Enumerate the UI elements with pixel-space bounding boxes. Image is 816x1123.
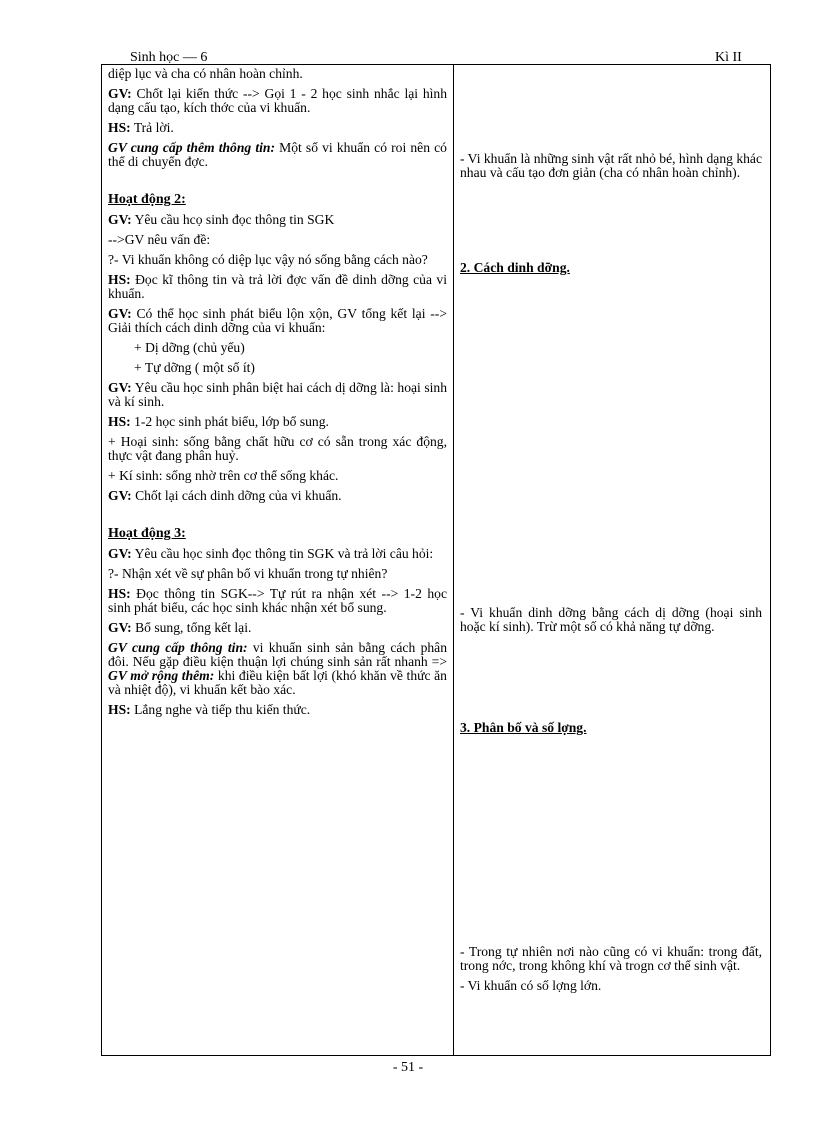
header-subject: Sinh học — 6 <box>130 50 208 65</box>
paragraph: -->GV nêu vấn đề: <box>108 232 211 247</box>
paragraph: GV: Yêu cầu học sinh phân biệt hai cách dị dỡng là: hoại sinh và kí sinh. <box>108 380 447 409</box>
section-heading-3 <box>460 721 762 735</box>
paragraph: GV: Yêu cầu học sinh đọc thông tin SGK và trả lời câu hỏi: <box>108 546 434 561</box>
paragraph: HS: 1-2 học sinh phát biểu, lớp bổ sung. <box>108 414 329 429</box>
paragraph: + Tự dỡng ( một số ít) <box>134 360 255 375</box>
paragraph: HS: Trả lời. <box>108 120 174 135</box>
heading: 3. Phân bố và số lợng. <box>460 720 587 735</box>
activity-heading-2: Hoạt động 2: <box>108 192 186 207</box>
paragraph: - Trong tự nhiên nơi nào cũng có vi khuẩn: trong đất, trong nớc, trong không khí và trogn cơ thể sinh vật. <box>460 944 762 973</box>
paragraph: GV cung cấp thêm thông tin: Một số vi khuẩn có roi nên có thể di chuyển đợc. <box>108 140 447 169</box>
paragraph: ?- Nhận xét về sự phân bố vi khuẩn trong tự nhiên? <box>108 566 388 581</box>
paragraph: - Vi khuẩn dinh dỡng bằng cách dị dỡng (hoại sinh hoặc kí sinh). Trừ một số có khả năng tự dỡng. <box>460 605 762 634</box>
activity-heading-3: Hoạt động 3: <box>108 526 186 541</box>
content-block-3 <box>460 945 762 993</box>
paragraph: diệp lục và cha có nhân hoàn chỉnh. <box>108 66 303 81</box>
paragraph: GV cung cấp thông tin: vi khuẩn sinh sản bằng cách phân đôi. Nếu gặp điều kiện thuận lợi chúng sinh sản rất nhanh => GV mở rộng thêm: khi điều kiện bất lợi (khó khăn về thức ăn và nhiệt độ), vi khuẩn kết bào xác. <box>108 640 447 697</box>
section-heading-2 <box>460 261 762 275</box>
paragraph: HS: Lắng nghe và tiếp thu kiến thức. <box>108 702 311 717</box>
paragraph: + Dị dỡng (chủ yếu) <box>134 340 245 355</box>
paragraph: HS: Đọc thông tin SGK--> Tự rút ra nhận xét --> 1-2 học sinh phát biểu, các học sinh khác nhận xét bổ sung. <box>108 586 447 615</box>
heading: 2. Cách dinh dỡng. <box>460 260 570 275</box>
paragraph: GV: Bổ sung, tổng kết lại. <box>108 620 252 635</box>
paragraph: GV: Yêu cầu hcọ sinh đọc thông tin SGK <box>108 212 335 227</box>
content-block-1 <box>460 152 762 180</box>
teacher-activity-column <box>108 67 447 717</box>
paragraph: + Kí sinh: sống nhờ trên cơ thể sống khác. <box>108 468 339 483</box>
page-number: - 51 - <box>392 1060 424 1075</box>
content-block-2 <box>460 606 762 634</box>
paragraph: GV: Chốt lại kiến thức --> Gọi 1 - 2 học sinh nhắc lại hình dạng cấu tạo, kích thớc của vi khuẩn. <box>108 86 447 115</box>
paragraph: - Vi khuẩn là những sinh vật rất nhỏ bé, hình dạng khác nhau và cấu tạo đơn giản (cha có nhân hoàn chỉnh). <box>460 151 762 180</box>
paragraph: GV: Chốt lại cách dinh dỡng của vi khuẩn. <box>108 488 342 503</box>
column-divider <box>453 64 454 1056</box>
paragraph: - Vi khuẩn có số lợng lớn. <box>460 978 602 993</box>
paragraph: + Hoại sinh: sống bằng chất hữu cơ có sẵn trong xác động, thực vật đang phân huỷ. <box>108 434 447 463</box>
header-term: Kì II <box>715 50 742 65</box>
paragraph: ?- Vi khuẩn không có diệp lục vậy nó sống bằng cách nào? <box>108 252 428 267</box>
paragraph: GV: Có thể học sinh phát biểu lộn xộn, GV tổng kết lại --> Giải thích cách dinh dỡng của vi khuẩn: <box>108 306 447 335</box>
paragraph: HS: Đọc kĩ thông tin và trả lời đợc vấn đề dinh dỡng của vi khuẩn. <box>108 272 447 301</box>
